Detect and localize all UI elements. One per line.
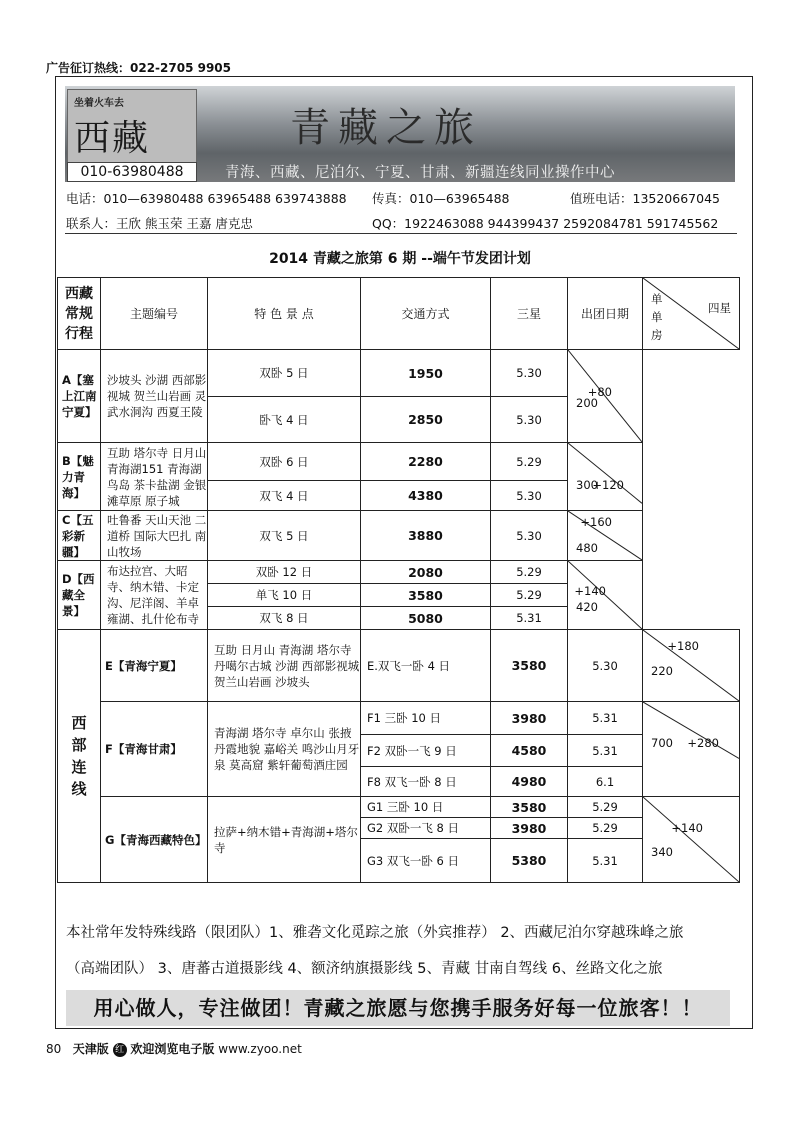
- banner-title: 青藏之旅: [290, 105, 482, 151]
- table-row: [58, 561, 740, 584]
- single-room-surcharge: 340: [651, 844, 673, 859]
- transport-cell: 双卧 12 日: [208, 561, 361, 584]
- price-cell: 3580: [491, 630, 568, 702]
- route-sights: 拉萨+纳木错+青海湖+塔尔寺: [208, 797, 361, 883]
- room-price-cell: [643, 797, 740, 883]
- table-row: [58, 350, 740, 397]
- route-name: D【西藏全景】: [58, 561, 101, 630]
- transport-cell: G3 双飞一卧 6 日: [361, 839, 491, 883]
- banner: [65, 86, 735, 182]
- website-link[interactable]: www.zyoo.net: [218, 1042, 302, 1056]
- footer-text: 欢迎浏览电子版: [130, 1042, 215, 1056]
- four-star-surcharge: +180: [667, 638, 699, 653]
- four-star-surcharge: +140: [574, 584, 606, 599]
- price-cell: 3580: [361, 584, 491, 607]
- room-price-cell: [568, 443, 643, 511]
- route-sights: 沙坡头 沙湖 西部影视城 贺兰山岩画 灵武水洞沟 西夏王陵: [101, 350, 208, 443]
- date-cell: 5.29: [568, 818, 643, 839]
- route-name: E【青海宁夏】: [101, 630, 208, 702]
- notes-line-2: （高端团队） 3、唐蕃古道摄影线 4、额济纳旗摄影线 5、青藏 甘南自驾线 6、丝路文化之旅: [66, 961, 663, 977]
- page-number: 80: [46, 1042, 62, 1056]
- date-cell: 5.29: [491, 584, 568, 607]
- room-price-cell: [568, 350, 643, 443]
- slogan: 用心做人，专注做团！青藏之旅愿与您携手服务好每一位旅客！！: [66, 990, 730, 1026]
- table-row: [58, 630, 740, 702]
- price-cell: 4980: [491, 767, 568, 797]
- date-cell: 5.31: [568, 735, 643, 767]
- transport-cell: 双飞 8 日: [208, 607, 361, 630]
- single-room-surcharge: 420: [576, 600, 598, 615]
- four-star-surcharge: +280: [687, 735, 719, 750]
- footer: [46, 1040, 302, 1057]
- schedule-table: [57, 277, 740, 883]
- contact-qq: QQ：1922463088 944399437 2592084781 591745562: [372, 216, 719, 231]
- contact-duty: 值班电话：13520667045: [570, 191, 720, 206]
- table-row: [58, 511, 740, 561]
- transport-cell: 卧飞 4 日: [208, 397, 361, 443]
- contact-tel: 电话：010—63980488 63965488 639743888: [66, 191, 347, 206]
- four-star-surcharge: +80: [587, 384, 612, 399]
- four-star-surcharge: +120: [592, 477, 624, 492]
- diagonal-divider: [568, 443, 642, 510]
- date-cell: 5.30: [491, 511, 568, 561]
- transport-cell: F1 三卧 10 日: [361, 702, 491, 735]
- logo-tagline: 坐着火车去: [74, 98, 124, 109]
- route-name: B【魅力青海】: [58, 443, 101, 511]
- date-cell: 5.30: [491, 397, 568, 443]
- route-sights: 青海湖 塔尔寺 卓尔山 张掖丹霞地貌 嘉峪关 鸣沙山月牙泉 莫高窟 紫轩葡萄酒庄园: [208, 702, 361, 797]
- date-cell: 5.29: [568, 797, 643, 818]
- transport-cell: 双卧 5 日: [208, 350, 361, 397]
- divider: [65, 233, 737, 234]
- price-cell: 2080: [361, 561, 491, 584]
- edition: 天津版: [72, 1042, 109, 1056]
- price-cell: 4380: [361, 481, 491, 511]
- region-west-link: 西部连线: [58, 630, 101, 883]
- route-name: A【塞上江南宁夏】: [58, 350, 101, 443]
- route-name: F【青海甘肃】: [101, 702, 208, 797]
- header-four-star: 四星: [708, 301, 731, 315]
- table-row: [58, 443, 740, 481]
- logo-text: 西藏: [74, 118, 151, 159]
- four-star-surcharge: +140: [671, 820, 703, 835]
- transport-cell: 双飞 5 日: [208, 511, 361, 561]
- banner-phone: 010-63980488: [67, 162, 197, 182]
- price-cell: 2280: [361, 443, 491, 481]
- date-cell: 5.29: [491, 561, 568, 584]
- notes-line-1: 本社常年发特殊线路（限团队）1、雅砻文化觅踪之旅（外宾推荐） 2、西藏尼泊尔穿越珠峰之旅: [66, 925, 684, 941]
- transport-cell: F8 双飞一卧 8 日: [361, 767, 491, 797]
- region-west-tibet: 西藏常规行程: [58, 278, 101, 350]
- price-cell: 5080: [361, 607, 491, 630]
- transport-cell: E.双飞一卧 4 日: [361, 630, 491, 702]
- header-sights: 特 色 景 点: [208, 278, 361, 350]
- route-name: G【青海西藏特色】: [101, 797, 208, 883]
- contact-persons: 联系人：王欣 熊玉荣 王嘉 唐克忠: [66, 216, 253, 231]
- room-price-cell: [568, 511, 643, 561]
- page-title: 2014 青藏之旅第 6 期 --端午节发团计划: [269, 251, 531, 267]
- transport-cell: 双卧 6 日: [208, 443, 361, 481]
- route-sights: 互助 日月山 青海湖 塔尔寺 丹噶尔古城 沙湖 西部影视城 贺兰山岩画 沙坡头: [208, 630, 361, 702]
- header-price-split: [643, 278, 740, 350]
- table-row: [58, 702, 740, 735]
- contact-fax: 传真：010—63965488: [372, 191, 510, 206]
- header-theme: 主题编号: [101, 278, 208, 350]
- price-cell: 3980: [491, 702, 568, 735]
- date-cell: 5.31: [568, 702, 643, 735]
- transport-cell: 单飞 10 日: [208, 584, 361, 607]
- table-header-row: [58, 278, 740, 350]
- single-room-surcharge: 700: [651, 735, 673, 750]
- route-name: C【五彩新疆】: [58, 511, 101, 561]
- price-cell: 5380: [491, 839, 568, 883]
- price-cell: 1950: [361, 350, 491, 397]
- header-transport: 交通方式: [361, 278, 491, 350]
- table-row: [58, 797, 740, 818]
- date-cell: 6.1: [568, 767, 643, 797]
- notes: [66, 915, 746, 987]
- date-cell: 5.31: [491, 607, 568, 630]
- single-room-surcharge: 220: [651, 664, 673, 679]
- price-cell: 3580: [491, 797, 568, 818]
- header-date: 出团日期: [568, 278, 643, 350]
- date-cell: 5.30: [568, 630, 643, 702]
- route-sights: 互助 塔尔寺 日月山 青海湖151 青海湖鸟岛 茶卡盐湖 金银滩草原 原子城: [101, 443, 208, 511]
- logo: [67, 89, 197, 163]
- ad-hotline: 广告征订热线：022-2705 9905: [46, 61, 232, 75]
- room-price-cell: [643, 702, 740, 797]
- header-three-star: 三星: [491, 278, 568, 350]
- single-room-surcharge: 300: [576, 477, 598, 492]
- route-sights: 吐鲁番 天山天池 二道桥 国际大巴扎 南山牧场: [101, 511, 208, 561]
- four-star-surcharge: +160: [580, 514, 612, 529]
- header-single-room: 单 单 房: [651, 292, 663, 342]
- route-sights: 布达拉宫、大昭寺、纳木错、卡定沟、尼洋阁、羊卓雍湖、扎什伦布寺: [101, 561, 208, 630]
- room-price-cell: [643, 630, 740, 702]
- price-cell: 3880: [361, 511, 491, 561]
- transport-cell: 双飞 4 日: [208, 481, 361, 511]
- transport-cell: F2 双卧一飞 9 日: [361, 735, 491, 767]
- price-cell: 4580: [491, 735, 568, 767]
- date-cell: 5.30: [491, 481, 568, 511]
- single-room-surcharge: 480: [576, 541, 598, 556]
- price-cell: 2850: [361, 397, 491, 443]
- diagonal-divider: [643, 797, 739, 882]
- date-cell: 5.30: [491, 350, 568, 397]
- transport-cell: G1 三卧 10 日: [361, 797, 491, 818]
- date-cell: 5.31: [568, 839, 643, 883]
- date-cell: 5.29: [491, 443, 568, 481]
- banner-subtitle: 青海、西藏、尼泊尔、宁夏、甘肃、新疆连线同业操作中心: [225, 165, 615, 181]
- edition-badge: 红: [113, 1043, 127, 1057]
- transport-cell: G2 双卧一飞 8 日: [361, 818, 491, 839]
- single-room-surcharge: 200: [576, 396, 598, 410]
- price-cell: 3980: [491, 818, 568, 839]
- room-price-cell: [568, 561, 643, 630]
